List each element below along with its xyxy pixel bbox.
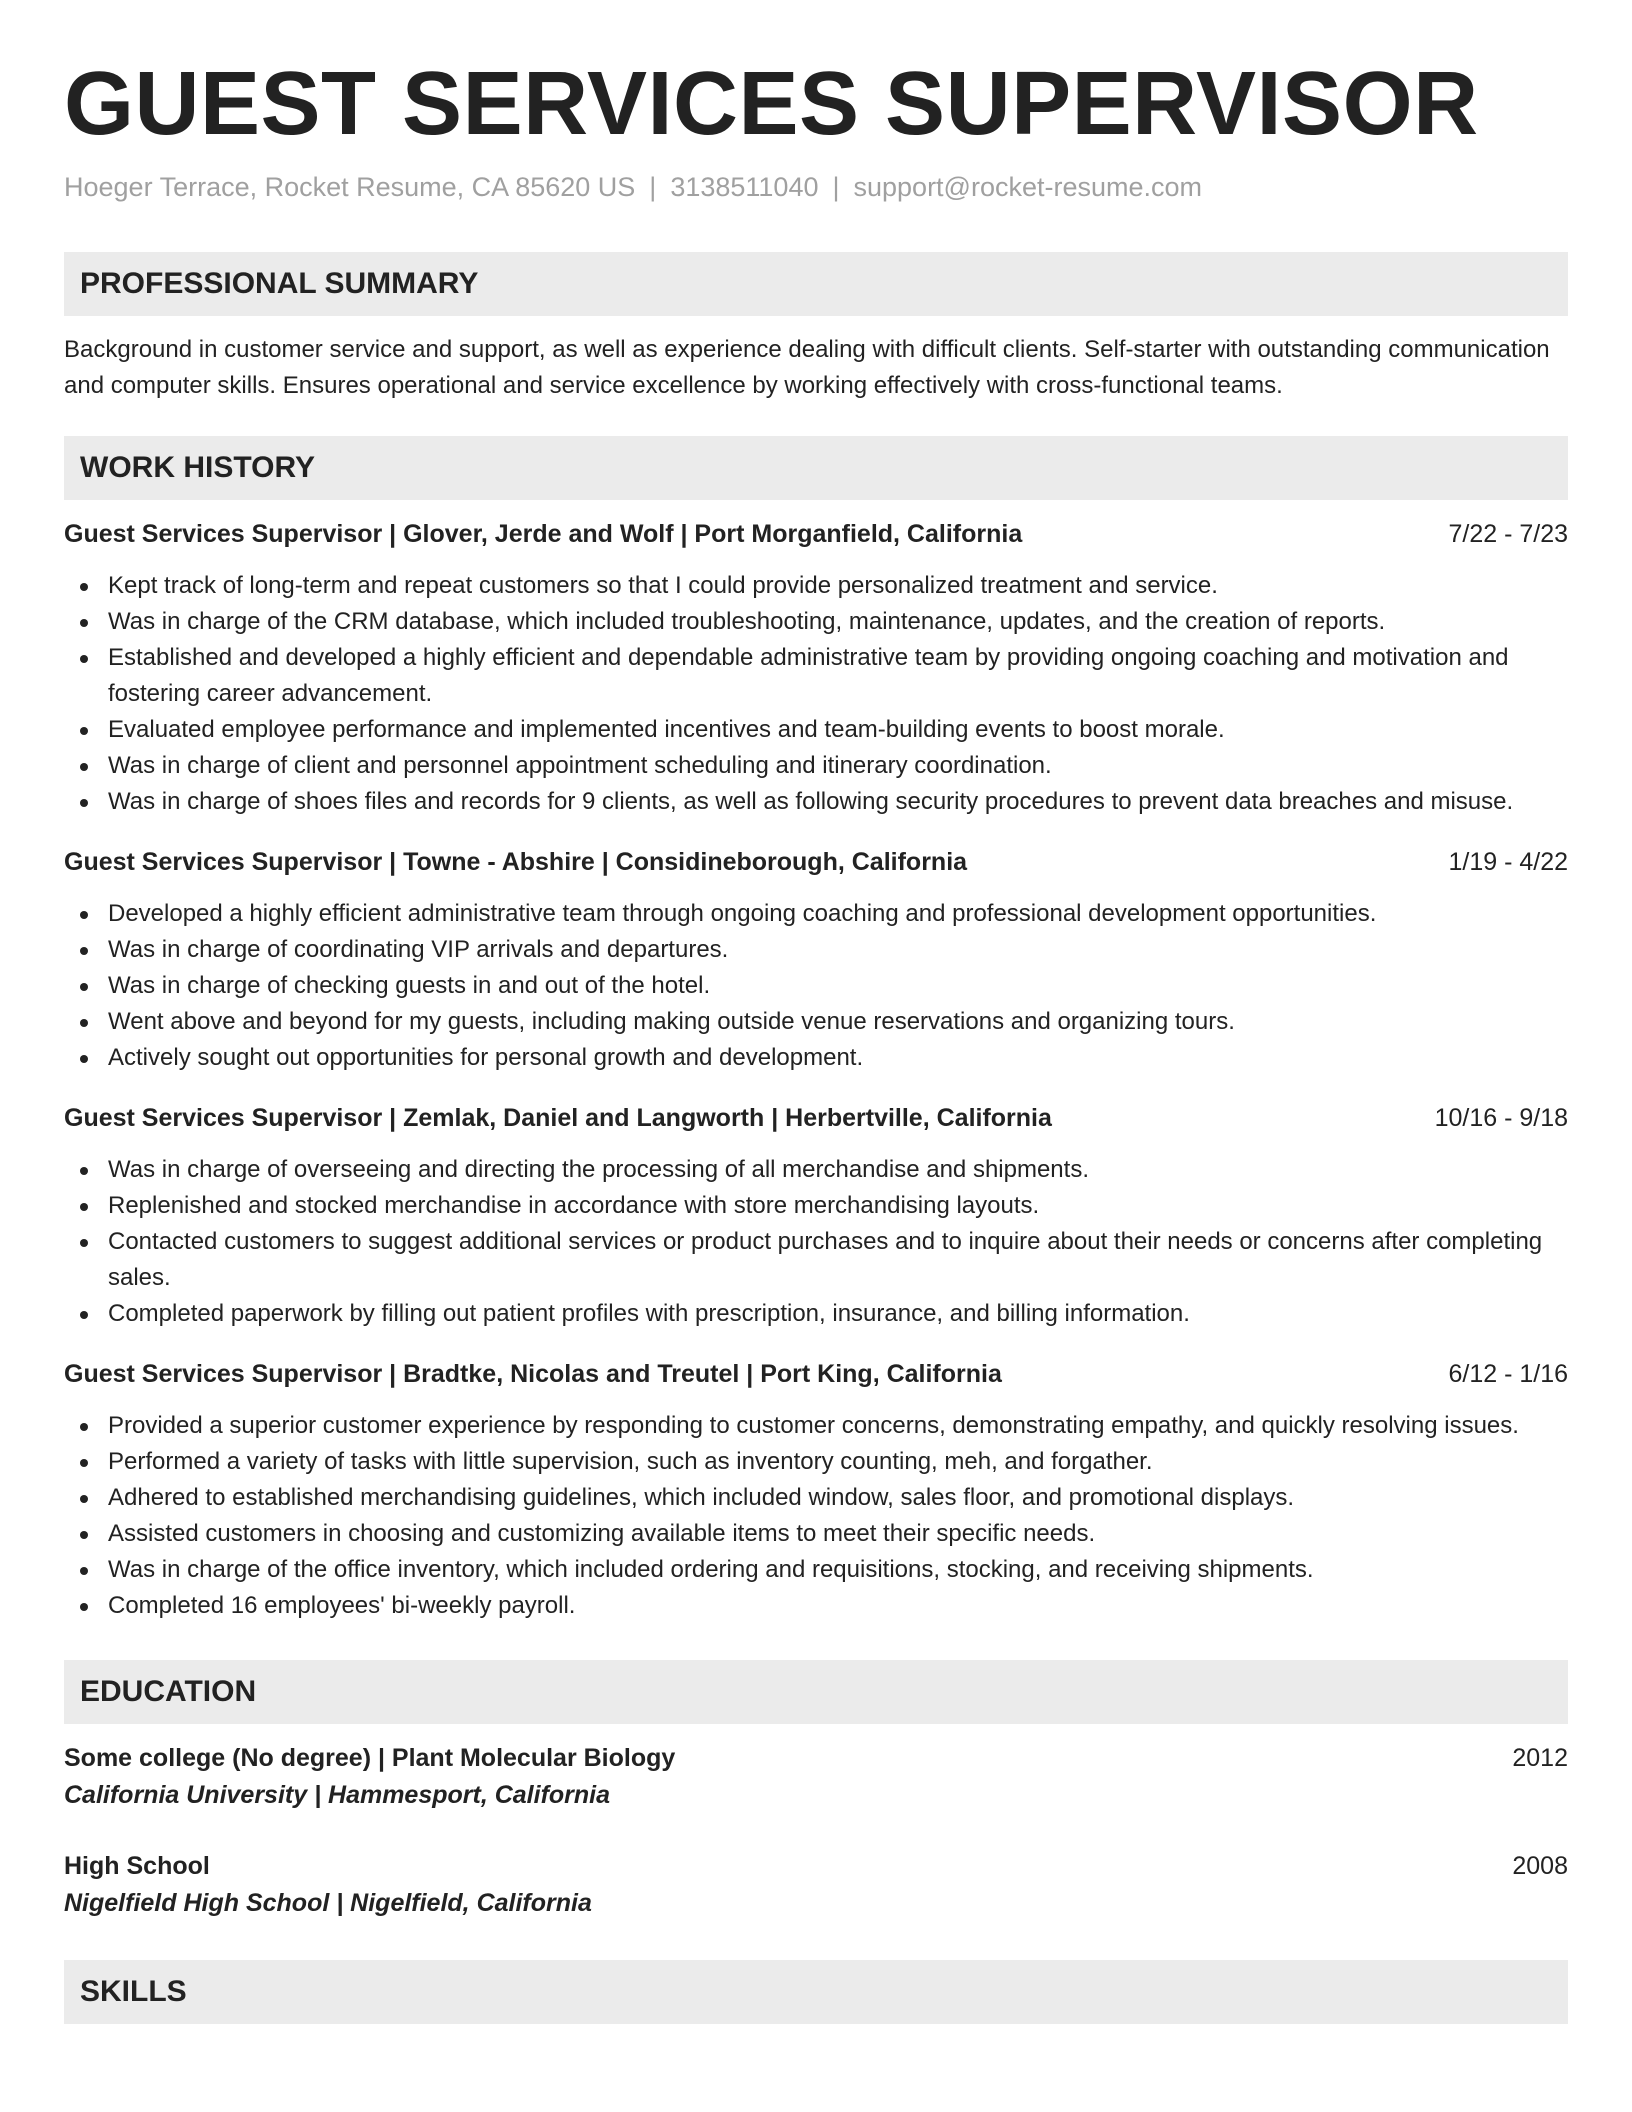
job-bullet: Was in charge of coordinating VIP arrivals and departures. <box>64 932 1568 968</box>
job-bullet: Established and developed a highly efficient and dependable administrative team by providing ongoing coaching and motivation and fostering career advancement. <box>64 640 1568 712</box>
job-bullet: Was in charge of the CRM database, which included troubleshooting, maintenance, updates, and the creation of reports. <box>64 604 1568 640</box>
contact-line <box>64 170 1568 204</box>
contact-address: Hoeger Terrace, Rocket Resume, CA 85620 US <box>64 172 636 202</box>
job-bullet: Was in charge of the office inventory, which included ordering and requisitions, stocking, and receiving shipments. <box>64 1552 1568 1588</box>
job-bullet: Was in charge of shoes files and records for 9 clients, as well as following security procedures to prevent data breaches and misuse. <box>64 784 1568 820</box>
job-title: Guest Services Supervisor | Towne - Abshire | Considineborough, California <box>64 848 968 876</box>
job-entry <box>64 516 1568 820</box>
job-header <box>64 516 1568 552</box>
education-degree: High School <box>64 1852 210 1880</box>
job-header <box>64 1356 1568 1392</box>
resume-name: GUEST SERVICES SUPERVISOR <box>64 54 1479 154</box>
job-bullet: Provided a superior customer experience by responding to customer concerns, demonstrating empathy, and quickly resolving issues. <box>64 1408 1568 1444</box>
education-year: 2012 <box>1512 1744 1568 1772</box>
education-year: 2008 <box>1512 1852 1568 1880</box>
job-entry <box>64 844 1568 1076</box>
job-dates: 10/16 - 9/18 <box>1434 1104 1568 1132</box>
job-bullet: Completed paperwork by filling out patient profiles with prescription, insurance, and billing information. <box>64 1296 1568 1332</box>
job-bullet: Developed a highly efficient administrative team through ongoing coaching and professional development opportunities. <box>64 896 1568 932</box>
contact-email: support@rocket-resume.com <box>853 172 1203 202</box>
job-bullet: Adhered to established merchandising guidelines, which included window, sales floor, and promotional displays. <box>64 1480 1568 1516</box>
job-bullets <box>64 896 1568 1076</box>
summary-text: Background in customer service and support, as well as experience dealing with difficult clients. Self-starter with outstanding communication and computer skills. Ensures operational and service excellence by working effectively with cross-functional teams. <box>64 336 1550 399</box>
education-entry <box>64 1848 1568 1922</box>
contact-phone: 3138511040 <box>670 172 819 202</box>
section-heading-summary: PROFESSIONAL SUMMARY <box>64 252 1568 316</box>
job-entry <box>64 1356 1568 1624</box>
section-heading-education: EDUCATION <box>64 1660 1568 1724</box>
job-bullet: Contacted customers to suggest additional services or product purchases and to inquire about their needs or concerns after completing sales. <box>64 1224 1568 1296</box>
job-bullet: Actively sought out opportunities for personal growth and development. <box>64 1040 1568 1076</box>
job-bullet: Went above and beyond for my guests, including making outside venue reservations and organizing tours. <box>64 1004 1568 1040</box>
contact-separator: | <box>832 172 840 202</box>
job-title: Guest Services Supervisor | Bradtke, Nicolas and Treutel | Port King, California <box>64 1360 1002 1388</box>
job-bullet: Was in charge of client and personnel appointment scheduling and itinerary coordination. <box>64 748 1568 784</box>
job-entry <box>64 1100 1568 1332</box>
job-title: Guest Services Supervisor | Glover, Jerde and Wolf | Port Morganfield, California <box>64 520 1023 548</box>
job-bullet: Assisted customers in choosing and customizing available items to meet their specific needs. <box>64 1516 1568 1552</box>
job-bullet: Was in charge of overseeing and directing the processing of all merchandise and shipments. <box>64 1152 1568 1188</box>
job-bullets <box>64 1408 1568 1624</box>
resume-page <box>64 56 1568 2024</box>
job-bullet: Completed 16 employees' bi-weekly payroll. <box>64 1588 1568 1624</box>
education-header <box>64 1740 1568 1776</box>
education-degree: Some college (No degree) | Plant Molecular Biology <box>64 1744 676 1772</box>
education-school: Nigelfield High School | Nigelfield, California <box>64 1889 592 1917</box>
education-header <box>64 1848 1568 1884</box>
job-dates: 1/19 - 4/22 <box>1448 848 1568 876</box>
education-entry <box>64 1740 1568 1814</box>
job-bullets <box>64 568 1568 820</box>
section-heading-work-history: WORK HISTORY <box>64 436 1568 500</box>
job-dates: 7/22 - 7/23 <box>1448 520 1568 548</box>
job-bullet: Performed a variety of tasks with little supervision, such as inventory counting, meh, and forgather. <box>64 1444 1568 1480</box>
job-bullet: Was in charge of checking guests in and out of the hotel. <box>64 968 1568 1004</box>
job-bullets <box>64 1152 1568 1332</box>
education-school: California University | Hammesport, California <box>64 1781 611 1809</box>
job-bullet: Evaluated employee performance and implemented incentives and team-building events to boost morale. <box>64 712 1568 748</box>
job-bullet: Kept track of long-term and repeat customers so that I could provide personalized treatment and service. <box>64 568 1568 604</box>
contact-separator: | <box>649 172 657 202</box>
job-header <box>64 844 1568 880</box>
job-dates: 6/12 - 1/16 <box>1448 1360 1568 1388</box>
section-heading-skills: SKILLS <box>64 1960 1568 2024</box>
job-bullet: Replenished and stocked merchandise in accordance with store merchandising layouts. <box>64 1188 1568 1224</box>
job-title: Guest Services Supervisor | Zemlak, Daniel and Langworth | Herbertville, California <box>64 1104 1052 1132</box>
job-header <box>64 1100 1568 1136</box>
